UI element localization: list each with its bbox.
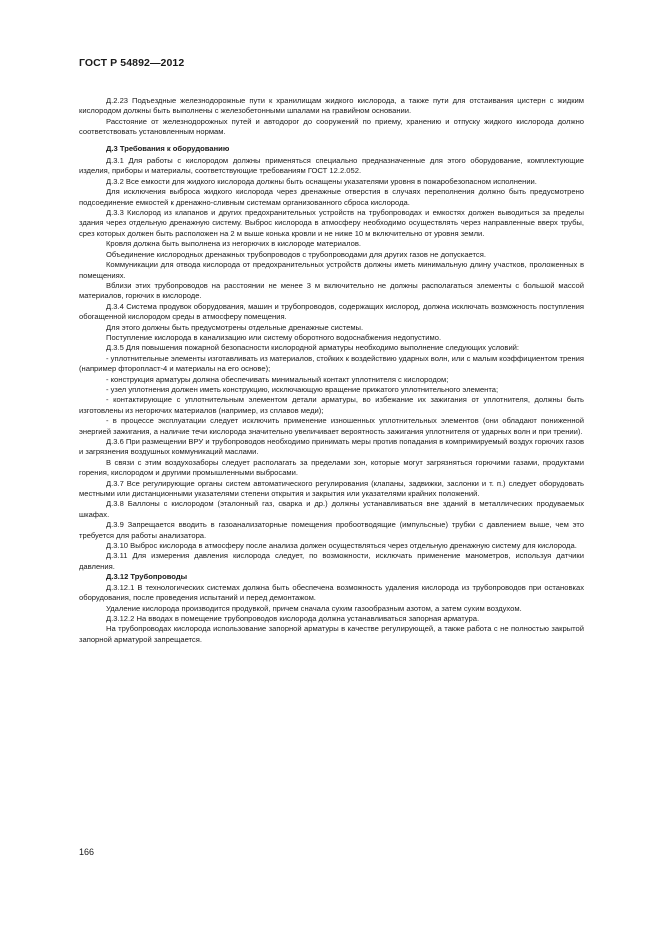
subsection-heading: Д.3.12 Трубопроводы: [106, 572, 188, 582]
paragraph: Объединение кислородных дренажных трубопроводов с трубопроводами для других газов не допускается.: [106, 249, 486, 259]
paragraph: Д.3.4 Система продувок оборудования, машин и трубопроводов, содержащих кислород, должна исключать возможность поступления обогащенной кислородом среды в атмосферу помещения.: [79, 301, 584, 322]
paragraph: Д.3.7 Все регулирующие органы систем автоматического регулирования (клапаны, задвижки, заслонки и т. п.) следует оборудовать местными или дистанционными указателями степени открытия и закрытия или указателями крайних положений.: [79, 478, 584, 499]
paragraph: Д.3.11 Для измерения давления кислорода следует, по возможности, исключать применение манометров, используя датчики давления.: [79, 551, 584, 571]
paragraph: Для исключения выброса жидкого кислорода через дренажные отверстия в случаях переполнения должно быть предусмотрено подсоединение емкостей к дренажно-сливным системам организованного сброса кислорода.: [79, 187, 584, 207]
paragraph: Д.3.2 Все емкости для жидкого кислорода должны быть оснащены указателями уровня в пожаробезопасном исполнении.: [106, 176, 537, 186]
paragraph: Д.3.9 Запрещается вводить в газоанализаторные помещения пробоотводящие (импульсные) трубки с давлением выше, чем это требуется для работы анализатора.: [79, 520, 584, 540]
paragraph: Д.3.8 Баллоны с кислородом (эталонный газ, сварка и др.) должны устанавливаться вне зданий в металлических продуваемых шкафах.: [79, 499, 584, 519]
list-item: - контактирующие с уплотнительным элементом детали арматуры, во избежание их зажигания от уплотнителя, должны быть изготовлены из негорючих материалов (например, из сплавов меди);: [79, 395, 584, 415]
paragraph: Удаление кислорода производится продувкой, причем сначала сухим газообразным азотом, а затем сухим воздухом.: [106, 603, 522, 613]
page-number: 166: [79, 847, 95, 857]
paragraph: На трубопроводах кислорода использование запорной арматуры в качестве регулирующей, а также работа с не полностью закрытой запорной арматурой запрещается.: [79, 624, 584, 644]
paragraph: В связи с этим воздухозаборы следует располагать за пределами зон, которые могут загрязняться горючими газами, продуктами горения, кислородом и другими промышленными выбросами.: [79, 457, 584, 478]
paragraph: Д.3.3 Кислород из клапанов и других предохранительных устройств на трубопроводах и емкостях должен выводиться за пределы здания через отдельную дренажную систему. Выброс кислорода в атмосферу необходимо осуществлять через направленные вверх трубы, срез которых должен быть расположен на 2 м выше конька кровли и не ниже 10 м включительно от уровня земли.: [79, 208, 584, 238]
list-item: - уплотнительные элементы изготавливать из материалов, стойких к воздействию ударных волн, или с малым коэффициентом трения (например фторопласт-4 и материалы на его основе);: [79, 353, 584, 374]
paragraph: Д.2.23 Подъездные железнодорожные пути к хранилищам жидкого кислорода, а также пути для отстаивания цистерн с жидким кислородом должны быть выполнены с железобетонными шпалами на гравийном основании.: [79, 96, 584, 116]
document-body: [79, 96, 584, 645]
list-item: - узел уплотнения должен иметь конструкцию, исключающую вращение прижатого уплотнительного элемента;: [106, 384, 499, 394]
paragraph: Коммуникации для отвода кислорода от предохранительных устройств должны иметь минимальную длину участков, проложенных в помещениях.: [79, 260, 584, 280]
paragraph: Д.3.1 Для работы с кислородом должны применяться специально предназначенные для этого оборудование, комплектующие изделия, приборы и материалы, соответствующие требованиям ГОСТ 12.2.052.: [79, 156, 584, 176]
paragraph: Для этого должны быть предусмотрены отдельные дренажные системы.: [106, 322, 364, 332]
paragraph: Д.3.10 Выброс кислорода в атмосферу после анализа должен осуществляться через отдельную дренажную систему для кислорода.: [106, 541, 577, 551]
paragraph: Расстояние от железнодорожных путей и автодорог до сооружений по приему, хранению и отпуску жидкого кислорода должно соответствовать установленным нормам.: [79, 116, 584, 137]
paragraph: Вблизи этих трубопроводов на расстоянии не менее 3 м включительно не должны располагаться элементы с большой массой материалов, горючих в кислороде.: [79, 280, 584, 301]
paragraph: Кровля должна быть выполнена из негорючих в кислороде материалов.: [106, 239, 361, 249]
list-item: - конструкция арматуры должна обеспечивать минимальный контакт уплотнителя с кислородом;: [106, 374, 449, 384]
paragraph: Д.3.5 Для повышения пожарной безопасности кислородной арматуры необходимо выполнение следующих условий:: [106, 343, 520, 353]
section-heading: Д.3 Требования к оборудованию: [106, 143, 230, 153]
document-header: ГОСТ Р 54892—2012: [79, 57, 185, 69]
list-item: - в процессе эксплуатации следует исключить применение изношенных уплотнительных элементов (они обладают пониженной энергией зажигания, а наличие течи кислорода значительно увеличивает вероятность зажигания уплотнителя от ударных волн и при трении).: [79, 416, 584, 436]
paragraph: Д.3.6 При размещении ВРУ и трубопроводов необходимо принимать меры против попадания в компримируемый воздух горючих газов и загрязнения воздушных коммуникаций маслами.: [79, 437, 584, 457]
paragraph: Д.3.12.2 На вводах в помещение трубопроводов кислорода должна устанавливаться запорная арматура.: [106, 613, 480, 623]
paragraph: Д.3.12.1 В технологических системах должна быть обеспечена возможность удаления кислорода из трубопроводов при остановках оборудования, после проведения испытаний и перед демонтажом.: [79, 582, 584, 603]
paragraph: Поступление кислорода в канализацию или систему оборотного водоснабжения недопустимо.: [106, 332, 442, 342]
